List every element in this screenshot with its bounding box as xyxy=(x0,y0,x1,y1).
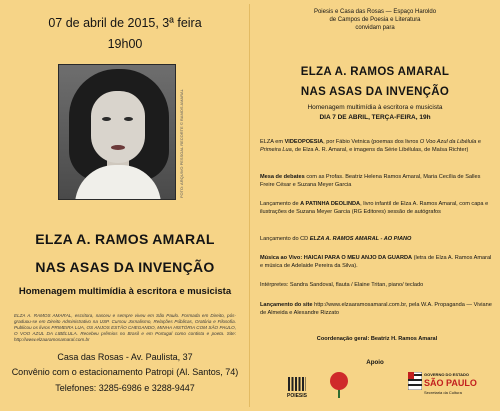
author-bio: ELZA A. RAMOS AMARAL, escritora, nasceu e sempre viveu em São Paulo. Formada em Direito, pós-graduou-se em Direito Administrativo na USP. Cursou Jornalismo, Relações Públicas, Oratória e Filosofia. Publicou os livros PRIMEIRA LUA, OS ANJOS ESTÃO CHEGANDO, MINHA HISTÓRIA COM SÃO PAULO, O VOO AZUL DA LIBÉLULA. Recebeu prêmios no Brasil e em Portugal como contista e poeta. Site: http://www.elzaaramosamaral.com.br xyxy=(14,313,236,342)
event-time: 19h00 xyxy=(107,37,143,51)
right-subtitle: Homenagem multimídia à escritora e musicista xyxy=(307,104,443,111)
program-item-live-music: Música ao Vivo: HAICAI PARA O MEU ANJO DA GUARDA (letra de Elza A. Ramos Amaral e música de Adelaide Pereira da Silva). xyxy=(260,255,492,269)
header-line1: Poiesis e Casa das Rosas — Espaço Haroldo xyxy=(313,9,437,15)
left-title-line2: NAS ASAS DA INVENÇÃO xyxy=(35,259,215,275)
header-line3: convidam para xyxy=(355,25,395,31)
right-title-line2: NAS ASAS DA INVENÇÃO xyxy=(300,86,450,98)
invitation-header xyxy=(250,8,500,32)
parking-info: Convênio com o estacionamento Patropi (Al. Santos, 74) xyxy=(11,367,239,377)
program-item-book-launch: Lançamento de A PATINHA DEOLINDA, livro infantil de Elza A. Ramos Amaral, com capa e ilustrações de Suzana Meyer Garcia (RG Editores) sessão de autógrafos xyxy=(260,201,489,215)
program-item-cd-launch: Lançamento do CD ELZA A. RAMOS AMARAL - AO PIANO xyxy=(260,236,412,242)
program-item-videopoesia: ELZA em VIDEOPOESIA, por Fábio Vetnica (poemas dos livros O Voo Azul da Libélula e Primeira Lua, de Elza A. R. Amaral, e imagens da Série Libélulas, de Maísa Richter) xyxy=(260,139,481,153)
poiesis-logo: POIESIS xyxy=(282,375,312,401)
right-date: DIA 7 DE ABRIL, TERÇA-FEIRA, 19h xyxy=(319,114,431,121)
left-subtitle: Homenagem multimídia à escritora e musicista xyxy=(18,286,232,297)
photo-credit: FOTO: ARQUIVO PESSOAL RECORTE © RAMOS AMARAL xyxy=(179,89,184,198)
casa-das-rosas-logo xyxy=(328,372,350,400)
program-item-performers: Intérpretes: Sandra Sandoval, flauta / Elaine Tritan, piano/ teclado xyxy=(260,282,424,288)
right-title-line1: ELZA A. RAMOS AMARAL xyxy=(300,66,450,78)
phone-numbers: Telefones: 3285-6986 e 3288-9447 xyxy=(55,383,195,393)
support-label: Apoio xyxy=(366,359,384,366)
left-title-line1: ELZA A. RAMOS AMARAL xyxy=(35,231,215,247)
header-line2: de Campos de Poesia e Literatura xyxy=(329,17,421,23)
right-panel xyxy=(250,0,500,411)
site-link[interactable]: http://www.elzaaramosamaral.com.br xyxy=(312,302,406,308)
event-date: 07 de abril de 2015, 3ª feira xyxy=(48,16,202,30)
sao-paulo-government-logo: GOVERNO DO ESTADO SÃO PAULO Secretaria da Cultura xyxy=(408,370,488,404)
sp-flag-icon xyxy=(408,372,422,390)
venue-address: Casa das Rosas - Av. Paulista, 37 xyxy=(57,352,193,362)
portrait-photo xyxy=(58,64,176,200)
program-item-debates: Mesa de debates com as Profas. Beatriz Helena Ramos Amaral, Maria Cecília de Salles Freire César e Suzana Meyer Garcia xyxy=(260,174,481,188)
program-item-site-launch: Lançamento do site http://www.elzaaramosamaral.com.br, pela W.A. Propaganda — Viviane de Almeida e Alexandre Rizzato xyxy=(260,302,492,316)
general-coordination: Coordenação geral: Beatriz H. Ramos Amaral xyxy=(316,336,438,342)
